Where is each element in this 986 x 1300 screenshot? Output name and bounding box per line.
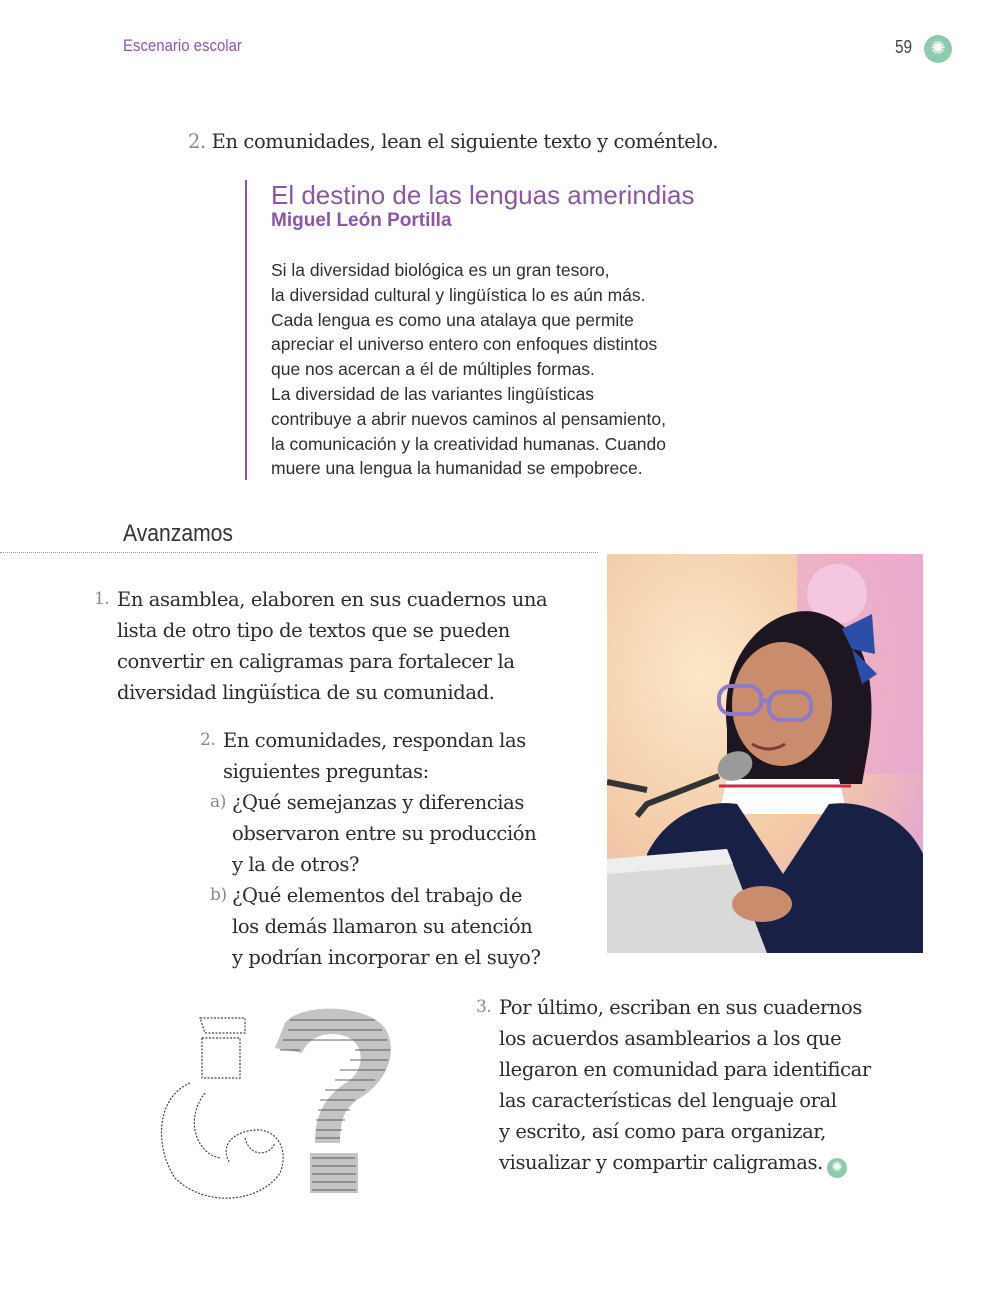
- activity-3-line: y escrito, así como para organizar,: [499, 1120, 826, 1143]
- question-mark-calligram: [150, 998, 410, 1210]
- activity-3-line: Por último, escriban en sus cuadernos: [499, 996, 863, 1019]
- section-title: Avanzamos: [123, 520, 233, 547]
- activity-3-line: los acuerdos asamblearios a los que: [499, 1027, 842, 1050]
- question-b-line: y podrían incorporar en el suyo?: [232, 946, 541, 969]
- question-b: [210, 880, 540, 973]
- calligram-left-shape: [161, 1018, 283, 1198]
- activity-3-line: las características del lenguaje oral: [499, 1089, 837, 1112]
- reading-line: Cada lengua es como una atalaya que permite: [271, 309, 634, 330]
- activity-1-line: lista de otro tipo de textos que se pueden: [117, 619, 510, 642]
- sun-badge-icon: ✺: [827, 1158, 847, 1178]
- reading-title: El destino de las lenguas amerindias: [271, 180, 695, 210]
- reading-line: la comunicación y la creatividad humanas. Cuando: [271, 433, 666, 454]
- activity-2-line: siguientes preguntas:: [223, 760, 429, 783]
- sun-badge-icon: ✺: [924, 35, 952, 63]
- reading-line: contribuye a abrir nuevos caminos al pensamiento,: [271, 408, 666, 429]
- question-b-letter: b): [210, 885, 227, 905]
- question-b-line: los demás llamaron su atención: [232, 915, 533, 938]
- intro-instruction: [188, 126, 718, 157]
- question-a-letter: a): [210, 792, 226, 812]
- student-reading-illustration: [607, 554, 923, 953]
- activity-1-number: 1.: [94, 589, 110, 609]
- reading-line: Si la diversidad biológica es un gran tesoro,: [271, 260, 610, 280]
- activity-1-line: En asamblea, elaboren en sus cuadernos una: [117, 588, 548, 611]
- student-photo: [607, 554, 923, 953]
- activity-1-line: convertir en caligramas para fortalecer la: [117, 650, 515, 673]
- activity-3-line: visualizar y compartir caligramas.: [499, 1151, 823, 1174]
- activity-1: [94, 584, 548, 708]
- reading-box: [245, 180, 727, 480]
- activity-3-line: llegaron en comunidad para identificar: [499, 1058, 871, 1081]
- reading-line: la diversidad cultural y lingüística lo es aún más.: [271, 284, 646, 305]
- intro-number: 2.: [188, 130, 206, 153]
- reading-line: La diversidad de las variantes lingüísticas: [271, 383, 594, 404]
- intro-text: En comunidades, lean el siguiente texto y coméntelo.: [211, 130, 719, 153]
- activity-2-line: En comunidades, respondan las: [223, 729, 526, 752]
- activity-3: [476, 992, 876, 1178]
- reading-line: muere una lengua la humanidad se empobrece.: [271, 458, 643, 479]
- reading-body: [271, 258, 666, 481]
- reading-line: que nos acercan a él de múltiples formas.: [271, 359, 595, 380]
- question-a-line: ¿Qué semejanzas y diferencias: [232, 791, 524, 814]
- activity-3-number: 3.: [476, 997, 492, 1017]
- reading-author: Miguel León Portilla: [271, 210, 452, 231]
- page-number: 59: [895, 37, 913, 57]
- question-a-line: y la de otros?: [232, 853, 359, 876]
- question-b-line: ¿Qué elementos del trabajo de: [232, 884, 523, 907]
- running-header: Escenario escolar: [123, 36, 242, 55]
- activity-2: [200, 725, 540, 973]
- calligram-right-shape: [275, 1009, 391, 1193]
- question-a-line: observaron entre su producción: [232, 822, 537, 845]
- reading-line: apreciar el universo entero con enfoques distintos: [271, 334, 658, 355]
- activity-1-line: diversidad lingüística de su comunidad.: [117, 681, 495, 704]
- question-a: [210, 787, 540, 880]
- activity-2-number: 2.: [200, 730, 216, 750]
- section-divider: [0, 552, 598, 553]
